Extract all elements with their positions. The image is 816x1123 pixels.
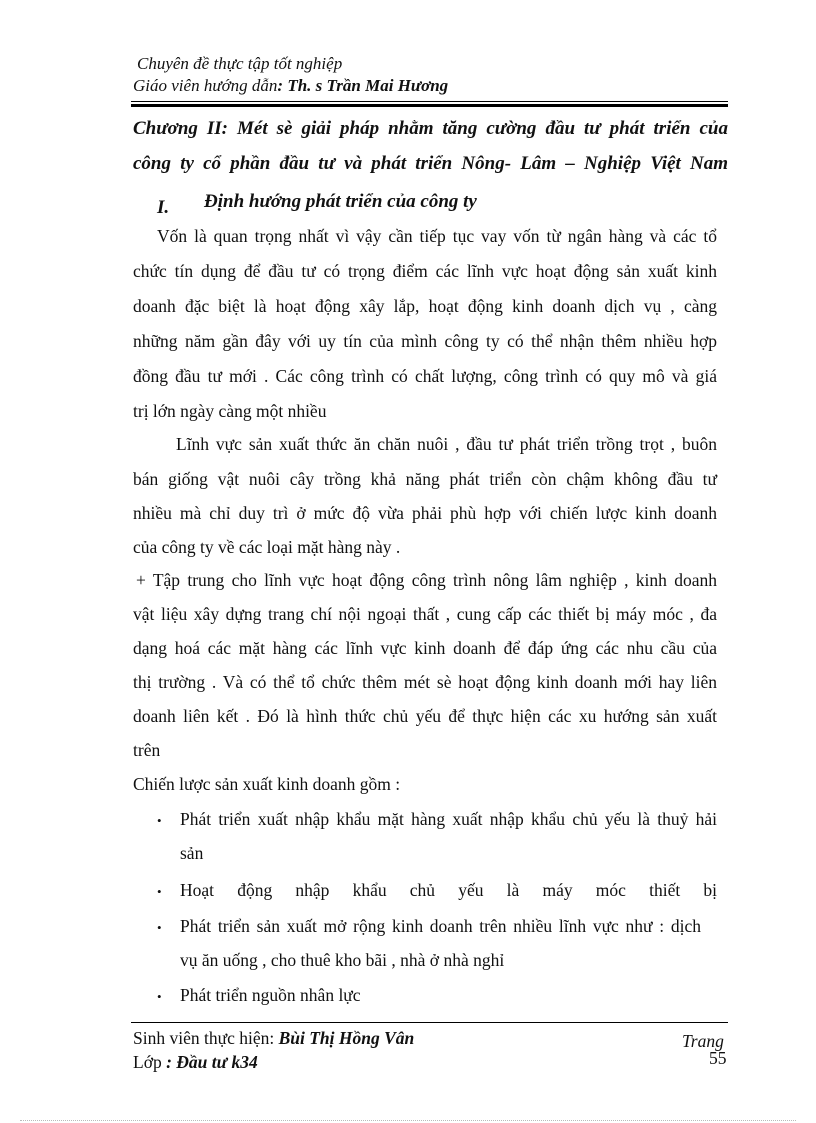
- student-label: Sinh viên thực hiện:: [133, 1028, 275, 1048]
- paragraph-2-line: bán giống vật nuôi cây trồng khả năng phát triển còn chậm không đầu tư: [133, 469, 717, 489]
- paragraph-1-line: đồng đầu tư mới . Các công trình có chất lượng, công trình có quy mô và giá: [133, 366, 717, 386]
- paragraph-2-line: của công ty về các loại mặt hàng này .: [133, 537, 401, 557]
- bullet-2-line-1: Hoạt động nhập khẩu chủ yếu là máy móc thiết bị: [180, 880, 717, 900]
- student-name: Bùi Thị Hồng Vân: [278, 1028, 415, 1048]
- page-label: Trang: [682, 1031, 724, 1051]
- chapter-title-line-1: Chương II: Mét sè giải pháp nhằm tăng cường đầu tư phát triển của: [133, 118, 728, 139]
- paragraph-3-line: thị trường . Và có thể tổ chức thêm mét sè hoạt động kinh doanh mới hay liên: [133, 672, 717, 692]
- section-number: I.: [157, 197, 170, 218]
- strategy-intro: Chiến lược sản xuất kinh doanh gồm :: [133, 774, 401, 794]
- paragraph-3-line: vật liệu xây dựng trang chí nội ngoại thất , cung cấp các thiết bị máy móc , đa: [133, 604, 717, 624]
- footer-rule: [131, 1022, 728, 1023]
- header-rule-thin: [131, 101, 728, 102]
- paragraph-1-line: chức tín dụng để đầu tư có trọng điểm các lĩnh vực hoạt động sản xuất kinh: [133, 261, 717, 281]
- bullet-4-line-1: Phát triển nguồn nhân lực: [180, 985, 361, 1005]
- paragraph-3-line: dạng hoá các mặt hàng các lĩnh vực kinh doanh để đáp ứng các nhu cầu của: [133, 638, 717, 658]
- section-title: Định hướng phát triển của công ty: [204, 191, 477, 212]
- bullet-3-line-2: vụ ăn uống , cho thuê kho bãi , nhà ở nhà nghỉ: [180, 950, 505, 970]
- footer-class: [133, 1052, 258, 1073]
- bullet-1-line-2: sản: [180, 843, 204, 863]
- paragraph-2-line: nhiều mà chỉ duy trì ở mức độ vừa phải phù hợp với chiến lược kinh doanh: [133, 503, 717, 523]
- header-advisor: [133, 76, 448, 96]
- class-label: Lớp: [133, 1052, 162, 1072]
- paragraph-3-line: doanh liên kết . Đó là hình thức chủ yếu để thực hiện các xu hướng sản xuất: [133, 706, 717, 726]
- paragraph-3-line: trên: [133, 740, 161, 760]
- bullet-dot-icon: •: [157, 920, 162, 935]
- header-rule-thick: [131, 104, 728, 107]
- bullet-dot-icon: •: [157, 989, 162, 1004]
- advisor-name: : Th. s Trần Mai Hương: [277, 76, 449, 95]
- header-topic: Chuyên đề thực tập tốt nghiệp: [137, 54, 343, 73]
- paragraph-3-line: + Tập trung cho lĩnh vực hoạt động công trình nông lâm nghiệp , kinh doanh: [136, 570, 717, 590]
- footer-student: [133, 1028, 414, 1049]
- bullet-dot-icon: •: [157, 813, 162, 828]
- bullet-1-line-1: Phát triển xuất nhập khẩu mặt hàng xuất nhập khẩu chủ yếu là thuỷ hải: [180, 809, 717, 829]
- bullet-dot-icon: •: [157, 884, 162, 899]
- paragraph-2-line: Lĩnh vực sản xuất thức ăn chăn nuôi , đầu tư phát triển trồng trọt , buôn: [176, 434, 717, 454]
- page-number: 55: [709, 1048, 727, 1068]
- paragraph-1-line: những năm gần đây với uy tín của mình công ty có thể nhận thêm nhiều hợp: [133, 331, 717, 351]
- advisor-label: Giáo viên hướng dẫn: [133, 76, 278, 95]
- paragraph-1-line: Vốn là quan trọng nhất vì vậy cần tiếp tục vay vốn từ ngân hàng và các tổ: [157, 226, 717, 246]
- paragraph-1-line: trị lớn ngày càng một nhiều: [133, 401, 327, 421]
- chapter-title-line-2: công ty cổ phần đầu tư và phát triển Nông- Lâm – Nghiệp Việt Nam: [133, 153, 728, 174]
- paragraph-1-line: doanh đặc biệt là hoạt động xây lắp, hoạt động kinh doanh dịch vụ , càng: [133, 296, 717, 316]
- class-name: : Đầu tư k34: [166, 1052, 258, 1072]
- page-bottom-divider: [20, 1120, 796, 1121]
- bullet-3-line-1: Phát triển sản xuất mở rộng kinh doanh trên nhiều lĩnh vực như : dịch: [180, 916, 701, 936]
